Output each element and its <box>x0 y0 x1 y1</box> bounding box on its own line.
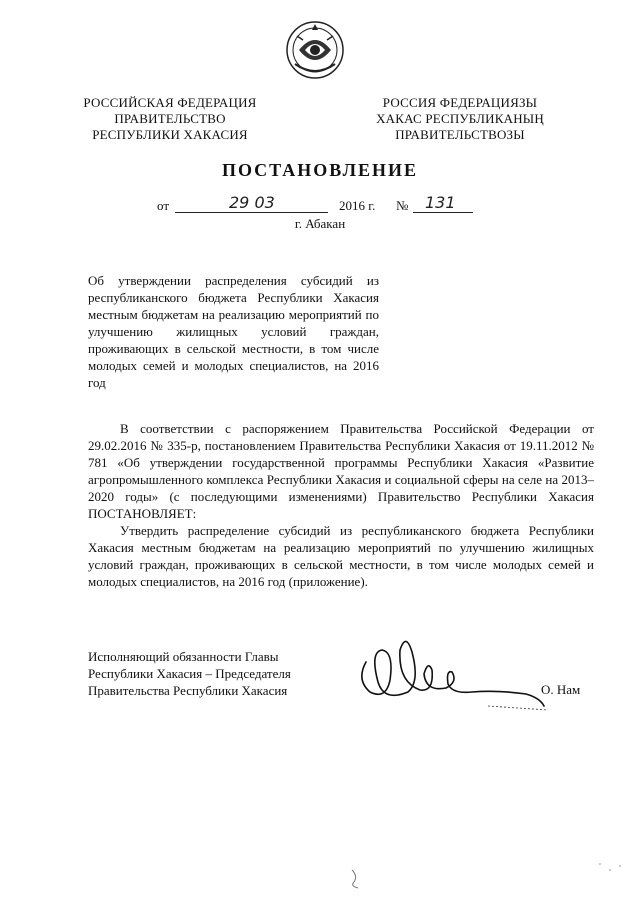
header-left-line: ПРАВИТЕЛЬСТВО <box>114 111 226 126</box>
signatory-position <box>88 648 328 699</box>
from-label: от <box>157 198 170 213</box>
date-handwritten: 29 03 <box>229 193 275 212</box>
header-right-line: ПРАВИТЕЛЬСТВОЗЫ <box>395 127 525 142</box>
number-underline <box>413 212 473 213</box>
scan-mark <box>348 868 364 890</box>
number-label: № <box>396 198 409 213</box>
header-left-line: РОССИЙСКАЯ ФЕДЕРАЦИЯ <box>83 95 257 110</box>
body-paragraph: В соответствии с распоряжением Правительства Российской Федерации от 29.02.2016 № 335-р, постановлением Правительства Республики Хакасия от 19.11.2012 № 781 «Об утверждении государственной программы Республики Хакасия «Развитие агропромышленного комплекса Республики Хакасия и социальной сферы на селе на 2013–2020 годы» (с последующими изменениями) Правительство Республики Хакасия ПОСТАНОВЛЯЕТ: <box>88 421 594 521</box>
coat-of-arms-emblem <box>285 20 345 80</box>
header-right-khakas <box>340 95 580 143</box>
document-title: ПОСТАНОВЛЕНИЕ <box>221 160 419 180</box>
handwritten-signature <box>348 622 558 717</box>
document-body <box>88 420 594 590</box>
city-label: г. Абакан <box>294 216 346 231</box>
signatory-name: О. Нам <box>541 682 581 697</box>
header-right-line: РОССИЯ ФЕДЕРАЦИЯЗЫ <box>382 95 538 110</box>
body-paragraph: Утвердить распределение субсидий из республиканского бюджета Республики Хакасия местным бюджетам на реализацию мероприятий по улучшению жилищных условий граждан, проживающих в сельской местности, в том числе молодых семей и молодых специалистов, на 2016 год (приложение). <box>88 523 594 589</box>
header-left-russian <box>50 95 290 143</box>
signatory-position-line: Правительства Республики Хакасия <box>88 683 288 698</box>
header-right-line: ХАКАС РЕСПУБЛИКАНЫҢ <box>376 111 544 126</box>
number-handwritten: 131 <box>425 193 456 212</box>
scan-mark <box>596 858 626 878</box>
header-left-line: РЕСПУБЛИКИ ХАКАСИЯ <box>92 127 248 142</box>
document-subject: Об утверждении распределения субсидий из республиканского бюджета Республики Хакасия местным бюджетам на реализацию мероприятий по улучшению жилищных условий граждан, проживающих в сельской местности, в том числе молодых семей и молодых специалистов, на 2016 год <box>88 273 379 390</box>
signatory-position-line: Республики Хакасия – Председателя <box>88 666 291 681</box>
year-label: 2016 г. <box>339 198 376 213</box>
date-underline <box>175 212 328 213</box>
signatory-position-line: Исполняющий обязанности Главы <box>88 649 279 664</box>
date-number-line <box>157 193 487 216</box>
